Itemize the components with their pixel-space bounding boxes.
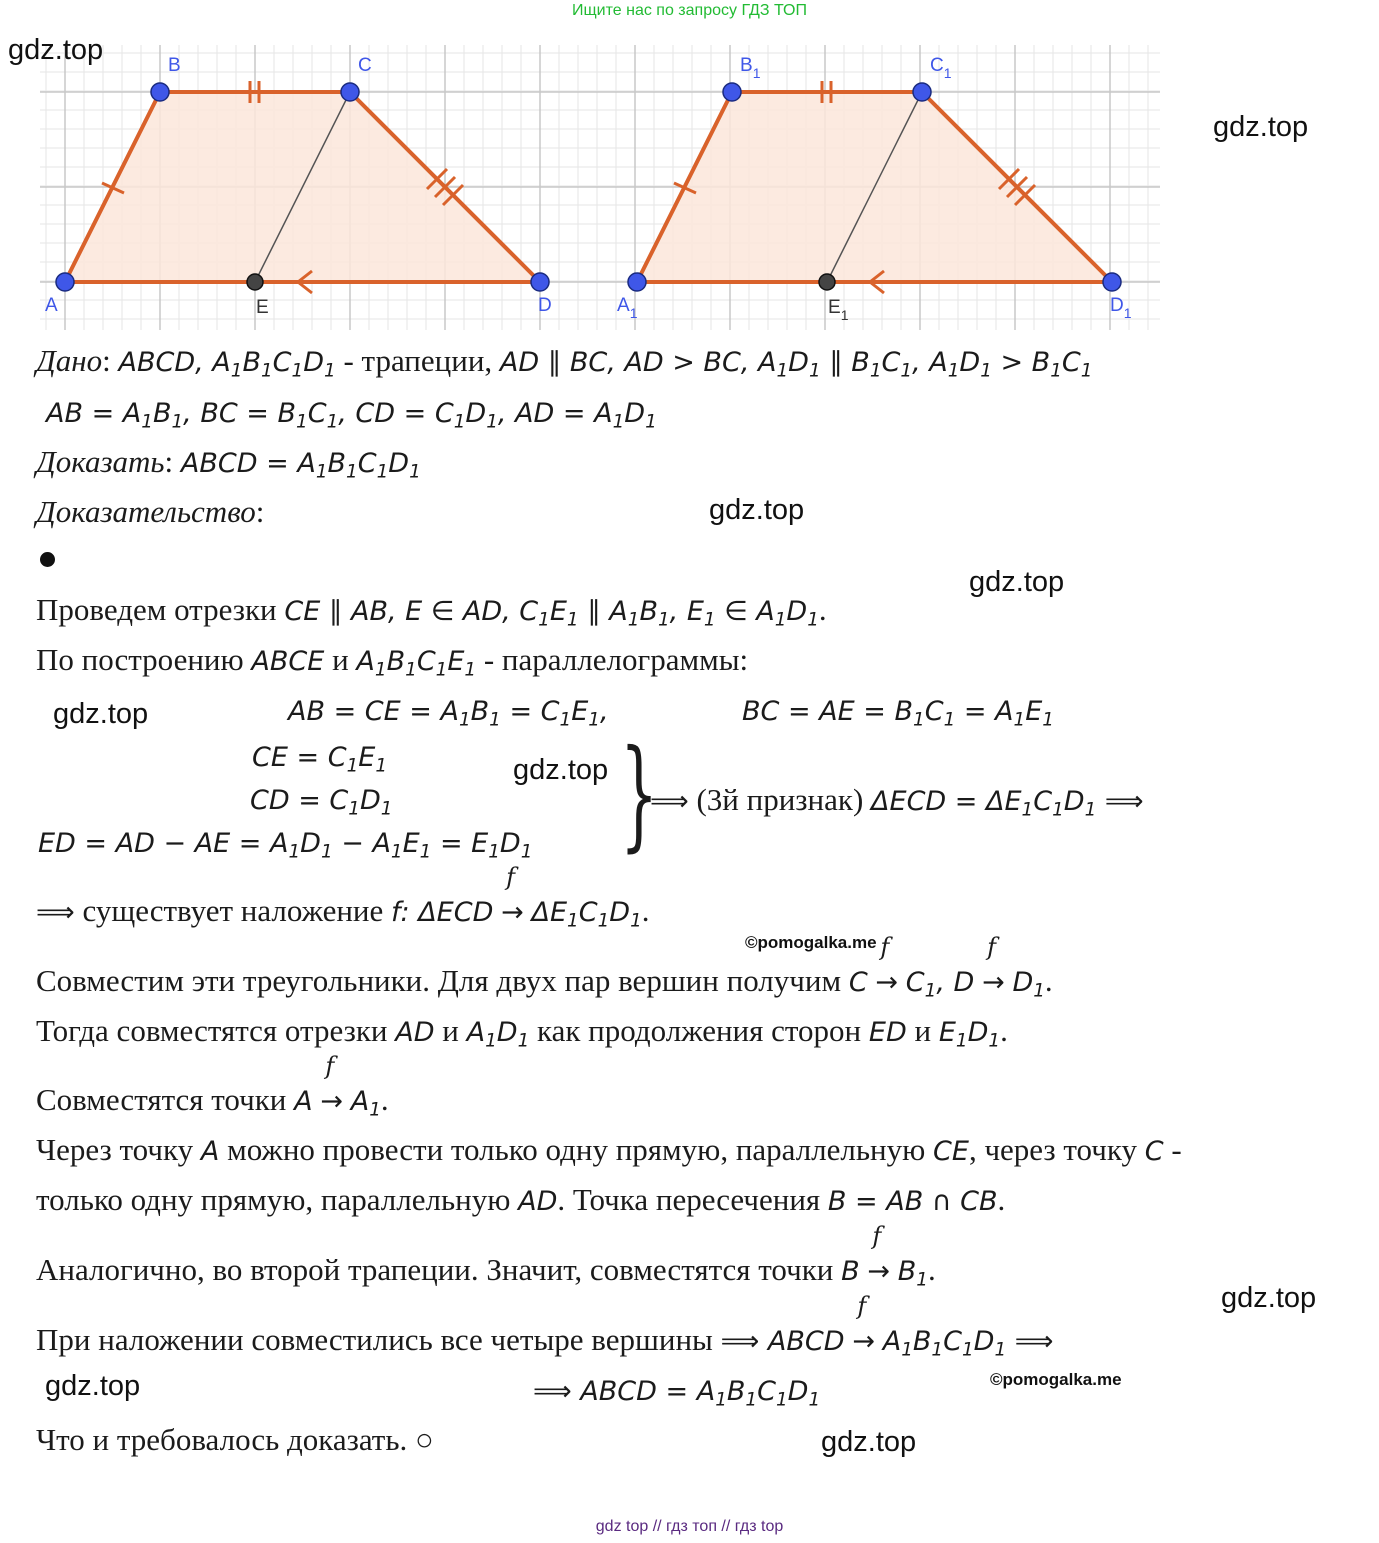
watermark: gdz.top (513, 754, 609, 786)
watermark: gdz.top (53, 698, 149, 730)
label-b: B (168, 55, 181, 76)
trapezoid-figure (0, 35, 1379, 335)
segments-combine-line: Тогда совместятся отрезки AD и $A_1D_1$ как продолжения сторон ED и $E_1D_1$. (36, 1013, 1008, 1052)
system-line-1: CE = $C_1E_1$ (252, 742, 387, 777)
label-e: $E_1$ (828, 297, 849, 323)
combine-line: Совместим эти треугольники. Для двух пар вершин получим C → f $C_1$, D → f $D_1$. (36, 933, 1053, 1002)
watermark: gdz.top (1221, 1282, 1317, 1314)
proof-heading: Доказательство: (36, 494, 265, 529)
watermark: gdz.top (1213, 111, 1309, 143)
watermark: gdz.top (8, 34, 104, 66)
point-e (819, 274, 835, 290)
label-e: E (256, 297, 269, 318)
similarly-line: Аналогично, во второй трапеции. Значит, совместятся точки B → f $B_1$. (36, 1222, 936, 1291)
conclusion-line: ⟹ ABCD = $A_1B_1C_1D_1$ (533, 1376, 821, 1411)
through-a-line: Через точку A можно провести только одну прямую, параллельную CE, через точку C - (36, 1132, 1182, 1167)
prove-line: Доказать: ABCD = $A_1B_1C_1D_1$ (36, 444, 421, 483)
footer-links[interactable]: gdz top // гдз топ // гдз top (595, 1518, 784, 1535)
watermark: gdz.top (45, 1370, 141, 1402)
point-c (913, 83, 931, 101)
point-d (531, 273, 549, 291)
label-d: D (538, 295, 552, 316)
label-a: $A_1$ (617, 295, 638, 321)
point-e (247, 274, 263, 290)
intersection-line: только одну прямую, параллельную AD. Точка пересечения B = AB ∩ CB. (36, 1182, 1006, 1217)
label-c: $C_1$ (930, 55, 952, 81)
watermark: gdz.top (969, 566, 1065, 598)
point-d (1103, 273, 1121, 291)
bullet (40, 552, 55, 567)
equality-bc-ae: BC = AE = $B_1C_1 = A_1E_1$ (742, 696, 1054, 731)
watermark: gdz.top (821, 1426, 917, 1458)
proof-line-segments: Проведем отрезки CE ∥ AB, E ∈ AD, $C_1E_1$ ∥ $A_1B_1$, $E_1$ ∈ $A_1D_1$. (36, 592, 827, 631)
points-a-line: Совместятся точки A → f $A_1$. (36, 1052, 389, 1121)
overlay-line: ⟹ существует наложение f: ΔECD → f $\Delta E_1C_1D_1$. (36, 863, 650, 932)
all-vertices-line: При наложении совместились все четыре вершины ⟹ ABCD → f $A_1B_1C_1D_1$ ⟹ (36, 1292, 1054, 1361)
label-d: $D_1$ (1110, 295, 1132, 321)
triangle-congruence: ⟹ (3й признак) $\Delta ECD = \Delta E_1C_1D_1$ ⟹ (650, 782, 1144, 821)
label-c: C (358, 55, 372, 76)
point-a (628, 273, 646, 291)
point-b (151, 83, 169, 101)
point-c (341, 83, 359, 101)
qed-line: Что и требовалось доказать. ○ (36, 1422, 434, 1457)
system-line-3: ED = AD − AE = $A_1D_1 - A_1E_1 = E_1D_1$ (38, 828, 533, 863)
search-hint: Ищите нас по запросу ГДЗ ТОП (572, 2, 807, 19)
right-brace: } (620, 725, 659, 864)
system-line-2: CD = $C_1D_1$ (250, 785, 393, 820)
watermark: gdz.top (709, 494, 805, 526)
given-line: Дано: ABCD, $A_1B_1C_1D_1$ - трапеции, AD ∥ BC, AD > BC, $A_1D_1$ ∥ $B_1C_1$, $A_1D_1 > B_1C_1$ (36, 343, 1093, 382)
label-b: $B_1$ (740, 55, 761, 81)
copyright: ©pomogalka.me (745, 933, 877, 952)
label-a: A (45, 295, 58, 316)
proof-line-construction: По построению ABCE и $A_1B_1C_1E_1$ - параллелограммы: (36, 642, 749, 681)
copyright: ©pomogalka.me (990, 1370, 1122, 1389)
point-b (723, 83, 741, 101)
equality-ab-ce: AB = CE = $A_1B_1 = C_1E_1$, (288, 696, 609, 731)
given-equalities: AB = $A_1B_1$, BC = $B_1C_1$, CD = $C_1D_1$, AD = $A_1D_1$ (46, 398, 657, 433)
point-a (56, 273, 74, 291)
